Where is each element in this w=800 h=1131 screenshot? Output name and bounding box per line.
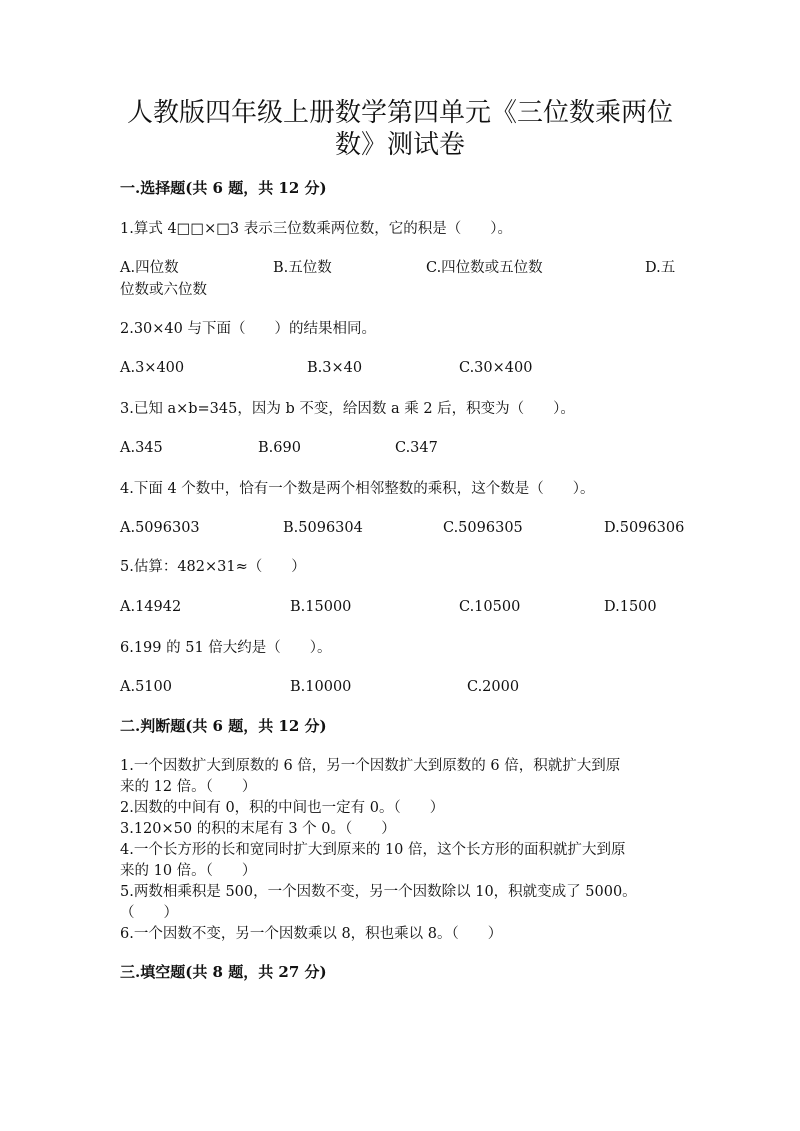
- section-heading-fill: 三.填空题(共 8 题，共 27 分): [120, 963, 327, 981]
- judgement-line: 来的 12 倍。（ ）: [120, 779, 257, 795]
- option-b: B.5096304: [283, 520, 363, 536]
- option-a: A.3×400: [120, 360, 185, 376]
- option-c: C.2000: [467, 679, 520, 695]
- title-line-2: 数》测试卷: [334, 130, 465, 160]
- option-a: A.5096303: [120, 520, 200, 536]
- option-d-wrap: 位数或六位数: [120, 282, 207, 298]
- question-text: 5.估算：482×31≈（ ）: [120, 559, 306, 575]
- option-b: B.15000: [290, 599, 352, 615]
- section-heading-choice: 一.选择题(共 6 题，共 12 分): [120, 179, 327, 197]
- option-b: B.10000: [290, 679, 352, 695]
- option-d: D.5096306: [604, 520, 685, 536]
- question-text: 1.算式 4□□×□3 表示三位数乘两位数，它的积是（ ）。: [120, 221, 513, 237]
- option-c: C.5096305: [443, 520, 523, 536]
- judgement-line: 2.因数的中间有 0，积的中间也一定有 0。（ ）: [120, 800, 445, 816]
- judgement-line: 5.两数相乘积是 500，一个因数不变，另一个因数除以 10，积就变成了 5000。: [120, 884, 637, 900]
- option-c: C.10500: [459, 599, 521, 615]
- option-a: A.四位数: [120, 260, 179, 276]
- section-heading-judgement: 二.判断题(共 6 题，共 12 分): [120, 717, 327, 735]
- question-text: 2.30×40 与下面（ ）的结果相同。: [120, 321, 376, 337]
- option-c: C.30×400: [459, 360, 533, 376]
- option-d: D.1500: [604, 599, 657, 615]
- judgement-line: 3.120×50 的积的末尾有 3 个 0。（ ）: [120, 821, 396, 837]
- judgement-line: 6.一个因数不变，另一个因数乘以 8，积也乘以 8。（ ）: [120, 926, 503, 942]
- option-d: D.五: [645, 260, 676, 276]
- question-text: 3.已知 a×b=345，因为 b 不变，给因数 a 乘 2 后，积变为（ ）。: [120, 401, 575, 417]
- judgement-line: 1.一个因数扩大到原数的 6 倍，另一个因数扩大到原数的 6 倍，积就扩大到原: [120, 758, 621, 774]
- option-a: A.345: [120, 440, 163, 456]
- option-c: C.四位数或五位数: [426, 260, 543, 276]
- judgement-line: 4.一个长方形的长和宽同时扩大到原来的 10 倍，这个长方形的面积就扩大到原: [120, 842, 626, 858]
- question-text: 6.199 的 51 倍大约是（ ）。: [120, 640, 332, 656]
- option-a: A.5100: [120, 679, 172, 695]
- option-b: B.690: [258, 440, 301, 456]
- option-c: C.347: [395, 440, 438, 456]
- judgement-line: 来的 10 倍。（ ）: [120, 863, 257, 879]
- option-a: A.14942: [120, 599, 182, 615]
- title-line-1: 人教版四年级上册数学第四单元《三位数乘两位: [126, 98, 673, 128]
- option-b: B.五位数: [273, 260, 332, 276]
- option-b: B.3×40: [307, 360, 363, 376]
- judgement-line: （ ）: [120, 905, 178, 921]
- question-text: 4.下面 4 个数中，恰有一个数是两个相邻整数的乘积，这个数是（ ）。: [120, 481, 595, 497]
